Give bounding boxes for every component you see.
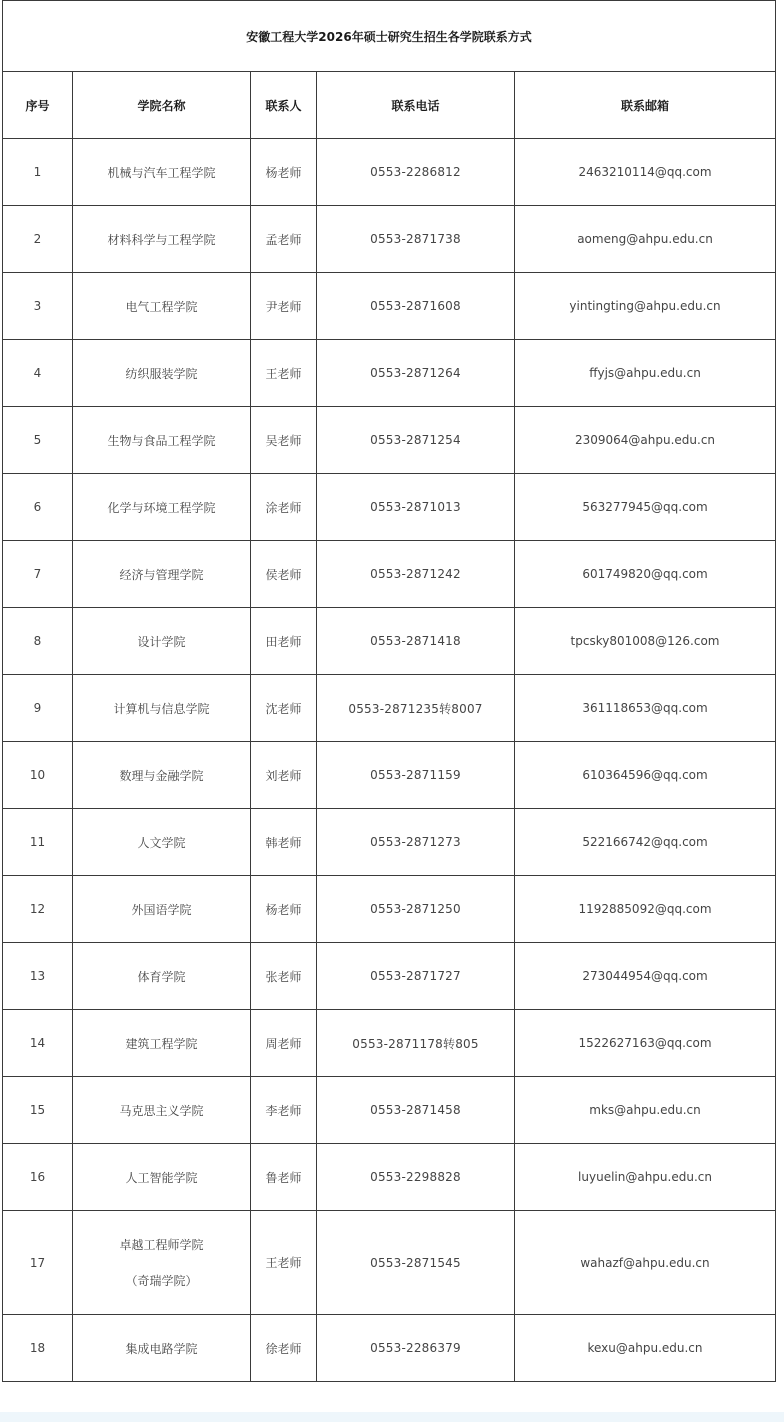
contact-phone: 0553-2871738 — [317, 206, 515, 273]
row-index: 1 — [3, 139, 73, 206]
row-index: 9 — [3, 675, 73, 742]
college-name: 纺织服装学院 — [73, 340, 251, 407]
contact-person: 徐老师 — [251, 1315, 317, 1382]
contact-person: 吴老师 — [251, 407, 317, 474]
college-name: 经济与管理学院 — [73, 541, 251, 608]
header-row — [3, 72, 776, 139]
contact-person: 孟老师 — [251, 206, 317, 273]
table-row — [3, 474, 776, 541]
contact-table — [2, 0, 776, 1382]
college-name: 设计学院 — [73, 608, 251, 675]
contact-phone: 0553-2286812 — [317, 139, 515, 206]
college-name — [73, 1211, 251, 1315]
contact-person: 侯老师 — [251, 541, 317, 608]
contact-email: 563277945@qq.com — [515, 474, 776, 541]
college-name: 建筑工程学院 — [73, 1010, 251, 1077]
contact-phone: 0553-2286379 — [317, 1315, 515, 1382]
header-phone: 联系电话 — [317, 72, 515, 139]
college-name: 马克思主义学院 — [73, 1077, 251, 1144]
contact-person: 李老师 — [251, 1077, 317, 1144]
contact-person: 王老师 — [251, 340, 317, 407]
contact-email: 2463210114@qq.com — [515, 139, 776, 206]
contact-phone: 0553-2871242 — [317, 541, 515, 608]
table-row — [3, 541, 776, 608]
table-row — [3, 1211, 776, 1315]
row-index: 12 — [3, 876, 73, 943]
contact-person: 韩老师 — [251, 809, 317, 876]
contact-phone: 0553-2871273 — [317, 809, 515, 876]
header-index: 序号 — [3, 72, 73, 139]
contact-person: 张老师 — [251, 943, 317, 1010]
contact-phone: 0553-2871159 — [317, 742, 515, 809]
college-name-note: （奇瑞学院） — [125, 1273, 198, 1288]
table-row — [3, 273, 776, 340]
row-index: 3 — [3, 273, 73, 340]
contact-person: 田老师 — [251, 608, 317, 675]
table-row — [3, 675, 776, 742]
contact-person: 涂老师 — [251, 474, 317, 541]
college-name-line: 卓越工程师学院 — [119, 1237, 204, 1252]
contact-email: 601749820@qq.com — [515, 541, 776, 608]
contact-phone: 0553-2871250 — [317, 876, 515, 943]
row-index: 4 — [3, 340, 73, 407]
contact-email: tpcsky801008@126.com — [515, 608, 776, 675]
bottom-band — [0, 1412, 784, 1422]
contact-email: kexu@ahpu.edu.cn — [515, 1315, 776, 1382]
contact-email: 1522627163@qq.com — [515, 1010, 776, 1077]
contact-email: mks@ahpu.edu.cn — [515, 1077, 776, 1144]
contact-person: 杨老师 — [251, 876, 317, 943]
header-contact: 联系人 — [251, 72, 317, 139]
college-name: 机械与汽车工程学院 — [73, 139, 251, 206]
row-index: 7 — [3, 541, 73, 608]
contact-phone: 0553-2871013 — [317, 474, 515, 541]
contact-person: 沈老师 — [251, 675, 317, 742]
header-college: 学院名称 — [73, 72, 251, 139]
row-index: 10 — [3, 742, 73, 809]
table-row — [3, 876, 776, 943]
contact-email: 2309064@ahpu.edu.cn — [515, 407, 776, 474]
row-index: 5 — [3, 407, 73, 474]
contact-email: 273044954@qq.com — [515, 943, 776, 1010]
row-index: 11 — [3, 809, 73, 876]
row-index: 13 — [3, 943, 73, 1010]
row-index: 15 — [3, 1077, 73, 1144]
title-row — [3, 1, 776, 72]
contact-person: 鲁老师 — [251, 1144, 317, 1211]
header-email: 联系邮箱 — [515, 72, 776, 139]
contact-email: luyuelin@ahpu.edu.cn — [515, 1144, 776, 1211]
table-row — [3, 1077, 776, 1144]
contact-phone: 0553-2871418 — [317, 608, 515, 675]
row-index: 14 — [3, 1010, 73, 1077]
contact-email: ffyjs@ahpu.edu.cn — [515, 340, 776, 407]
table-row — [3, 1315, 776, 1382]
contact-phone: 0553-2871458 — [317, 1077, 515, 1144]
table-row — [3, 1144, 776, 1211]
college-name: 电气工程学院 — [73, 273, 251, 340]
row-index: 18 — [3, 1315, 73, 1382]
contact-person: 杨老师 — [251, 139, 317, 206]
contact-email: 610364596@qq.com — [515, 742, 776, 809]
table-row — [3, 206, 776, 273]
college-name: 体育学院 — [73, 943, 251, 1010]
row-index: 8 — [3, 608, 73, 675]
college-name: 计算机与信息学院 — [73, 675, 251, 742]
college-name: 材料科学与工程学院 — [73, 206, 251, 273]
college-name: 集成电路学院 — [73, 1315, 251, 1382]
table-title: 安徽工程大学2026年硕士研究生招生各学院联系方式 — [3, 1, 776, 72]
table-body — [3, 139, 776, 1382]
table-row — [3, 608, 776, 675]
contact-phone: 0553-2871178转805 — [317, 1010, 515, 1077]
contact-email: 522166742@qq.com — [515, 809, 776, 876]
contact-phone: 0553-2871545 — [317, 1211, 515, 1315]
contact-person: 刘老师 — [251, 742, 317, 809]
table-row — [3, 340, 776, 407]
contact-person: 尹老师 — [251, 273, 317, 340]
contact-email: 361118653@qq.com — [515, 675, 776, 742]
contact-email: wahazf@ahpu.edu.cn — [515, 1211, 776, 1315]
college-name: 外国语学院 — [73, 876, 251, 943]
row-index: 2 — [3, 206, 73, 273]
contact-phone: 0553-2871264 — [317, 340, 515, 407]
contact-phone: 0553-2871727 — [317, 943, 515, 1010]
contact-person: 周老师 — [251, 1010, 317, 1077]
contact-phone: 0553-2871254 — [317, 407, 515, 474]
row-index: 6 — [3, 474, 73, 541]
contact-person: 王老师 — [251, 1211, 317, 1315]
college-name: 人文学院 — [73, 809, 251, 876]
college-name: 人工智能学院 — [73, 1144, 251, 1211]
row-index: 17 — [3, 1211, 73, 1315]
table-row — [3, 809, 776, 876]
table-row — [3, 943, 776, 1010]
table-row — [3, 139, 776, 206]
table-row — [3, 407, 776, 474]
college-name: 生物与食品工程学院 — [73, 407, 251, 474]
contact-phone: 0553-2871608 — [317, 273, 515, 340]
table-row — [3, 1010, 776, 1077]
college-name: 数理与金融学院 — [73, 742, 251, 809]
contact-email: aomeng@ahpu.edu.cn — [515, 206, 776, 273]
contact-email: yintingting@ahpu.edu.cn — [515, 273, 776, 340]
row-index: 16 — [3, 1144, 73, 1211]
college-name: 化学与环境工程学院 — [73, 474, 251, 541]
contact-email: 1192885092@qq.com — [515, 876, 776, 943]
contact-phone: 0553-2298828 — [317, 1144, 515, 1211]
contact-phone: 0553-2871235转8007 — [317, 675, 515, 742]
table-row — [3, 742, 776, 809]
